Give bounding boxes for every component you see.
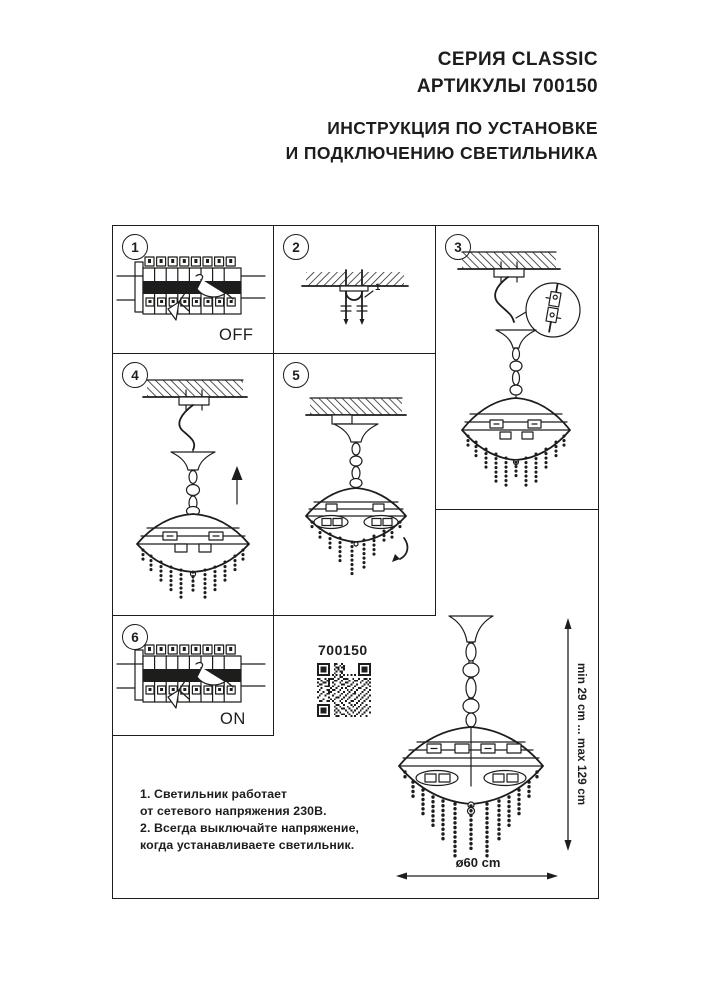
- wire-detail-magnifier: [516, 283, 580, 337]
- qr-article-label: 700150: [318, 642, 368, 658]
- mounted-chandelier-drawing: [274, 354, 434, 614]
- panel-step-2: [274, 226, 436, 354]
- series-title: СЕРИЯ CLASSIC: [437, 49, 598, 70]
- ceiling-hatch: [462, 252, 556, 269]
- document-header: [286, 46, 598, 166]
- panel-step-4: [113, 354, 274, 616]
- diameter-dimension-label: ø60 cm: [455, 855, 501, 870]
- step-number: 1: [131, 239, 139, 255]
- ceiling-hatch: [147, 380, 243, 397]
- note-line: 1. Светильник работает: [140, 787, 288, 801]
- breaker-row: [117, 645, 265, 702]
- note-line: от сетевого напряжения 230В.: [140, 804, 327, 818]
- circuit-breaker-on-drawing: [113, 616, 272, 734]
- ceiling-hook-drawing: [274, 226, 434, 352]
- chandelier-bowl: [137, 514, 249, 577]
- hanging-wire: [179, 405, 194, 450]
- hanging-connection-drawing: [436, 226, 598, 508]
- note-line: когда устанавливаете светильник.: [140, 838, 355, 852]
- article-title: АРТИКУЛЫ 700150: [416, 76, 598, 97]
- chandelier-bowl: [462, 398, 570, 465]
- note-line: 2. Всегда выключайте напряжение,: [140, 821, 360, 835]
- junction-box: [332, 415, 352, 424]
- stem-chain: [510, 348, 522, 398]
- product-drawing: [389, 614, 559, 864]
- step-number: 5: [292, 367, 300, 383]
- step-number: 4: [131, 367, 139, 383]
- instruction-title-line1: ИНСТРУКЦИЯ ПО УСТАНОВКЕ: [327, 118, 598, 138]
- canopy: [171, 452, 215, 470]
- breaker-row: [117, 257, 265, 314]
- panel-step-1: [113, 226, 274, 354]
- hook-callout-number: 1: [375, 282, 381, 293]
- hanging-wire: [495, 277, 514, 322]
- instruction-title-line2: И ПОДКЛЮЧЕНИЮ СВЕТИЛЬНИКА: [285, 143, 598, 163]
- canopy: [496, 330, 536, 348]
- stem-baluster: [463, 642, 479, 730]
- switch-state-label: ON: [220, 710, 246, 728]
- panel-step-3: [436, 226, 598, 510]
- ceiling-hatch: [306, 272, 404, 286]
- stem-baluster: [187, 470, 200, 516]
- ceiling-hatch: [310, 398, 402, 415]
- qr-code: [317, 663, 371, 717]
- step-number: 2: [292, 239, 300, 255]
- switch-state-label: OFF: [219, 326, 254, 344]
- canopy: [334, 424, 378, 442]
- panel-step-6: [113, 616, 274, 736]
- diameter-dimension-line: [395, 869, 559, 883]
- step-number: 3: [454, 239, 462, 255]
- stem-baluster: [350, 442, 362, 490]
- canopy: [449, 616, 493, 642]
- step-number: 6: [131, 629, 139, 645]
- safety-notes: [140, 786, 359, 854]
- up-arrow-icon: [232, 466, 243, 504]
- panel-step-5: [274, 354, 436, 616]
- lift-chandelier-drawing: [113, 354, 272, 614]
- insert-arrow-icon: [392, 538, 407, 562]
- height-dimension-label: min 29 cm ... max 129 cm: [575, 663, 587, 806]
- chandelier-bowl: [399, 727, 543, 815]
- steps-frame: [112, 225, 599, 899]
